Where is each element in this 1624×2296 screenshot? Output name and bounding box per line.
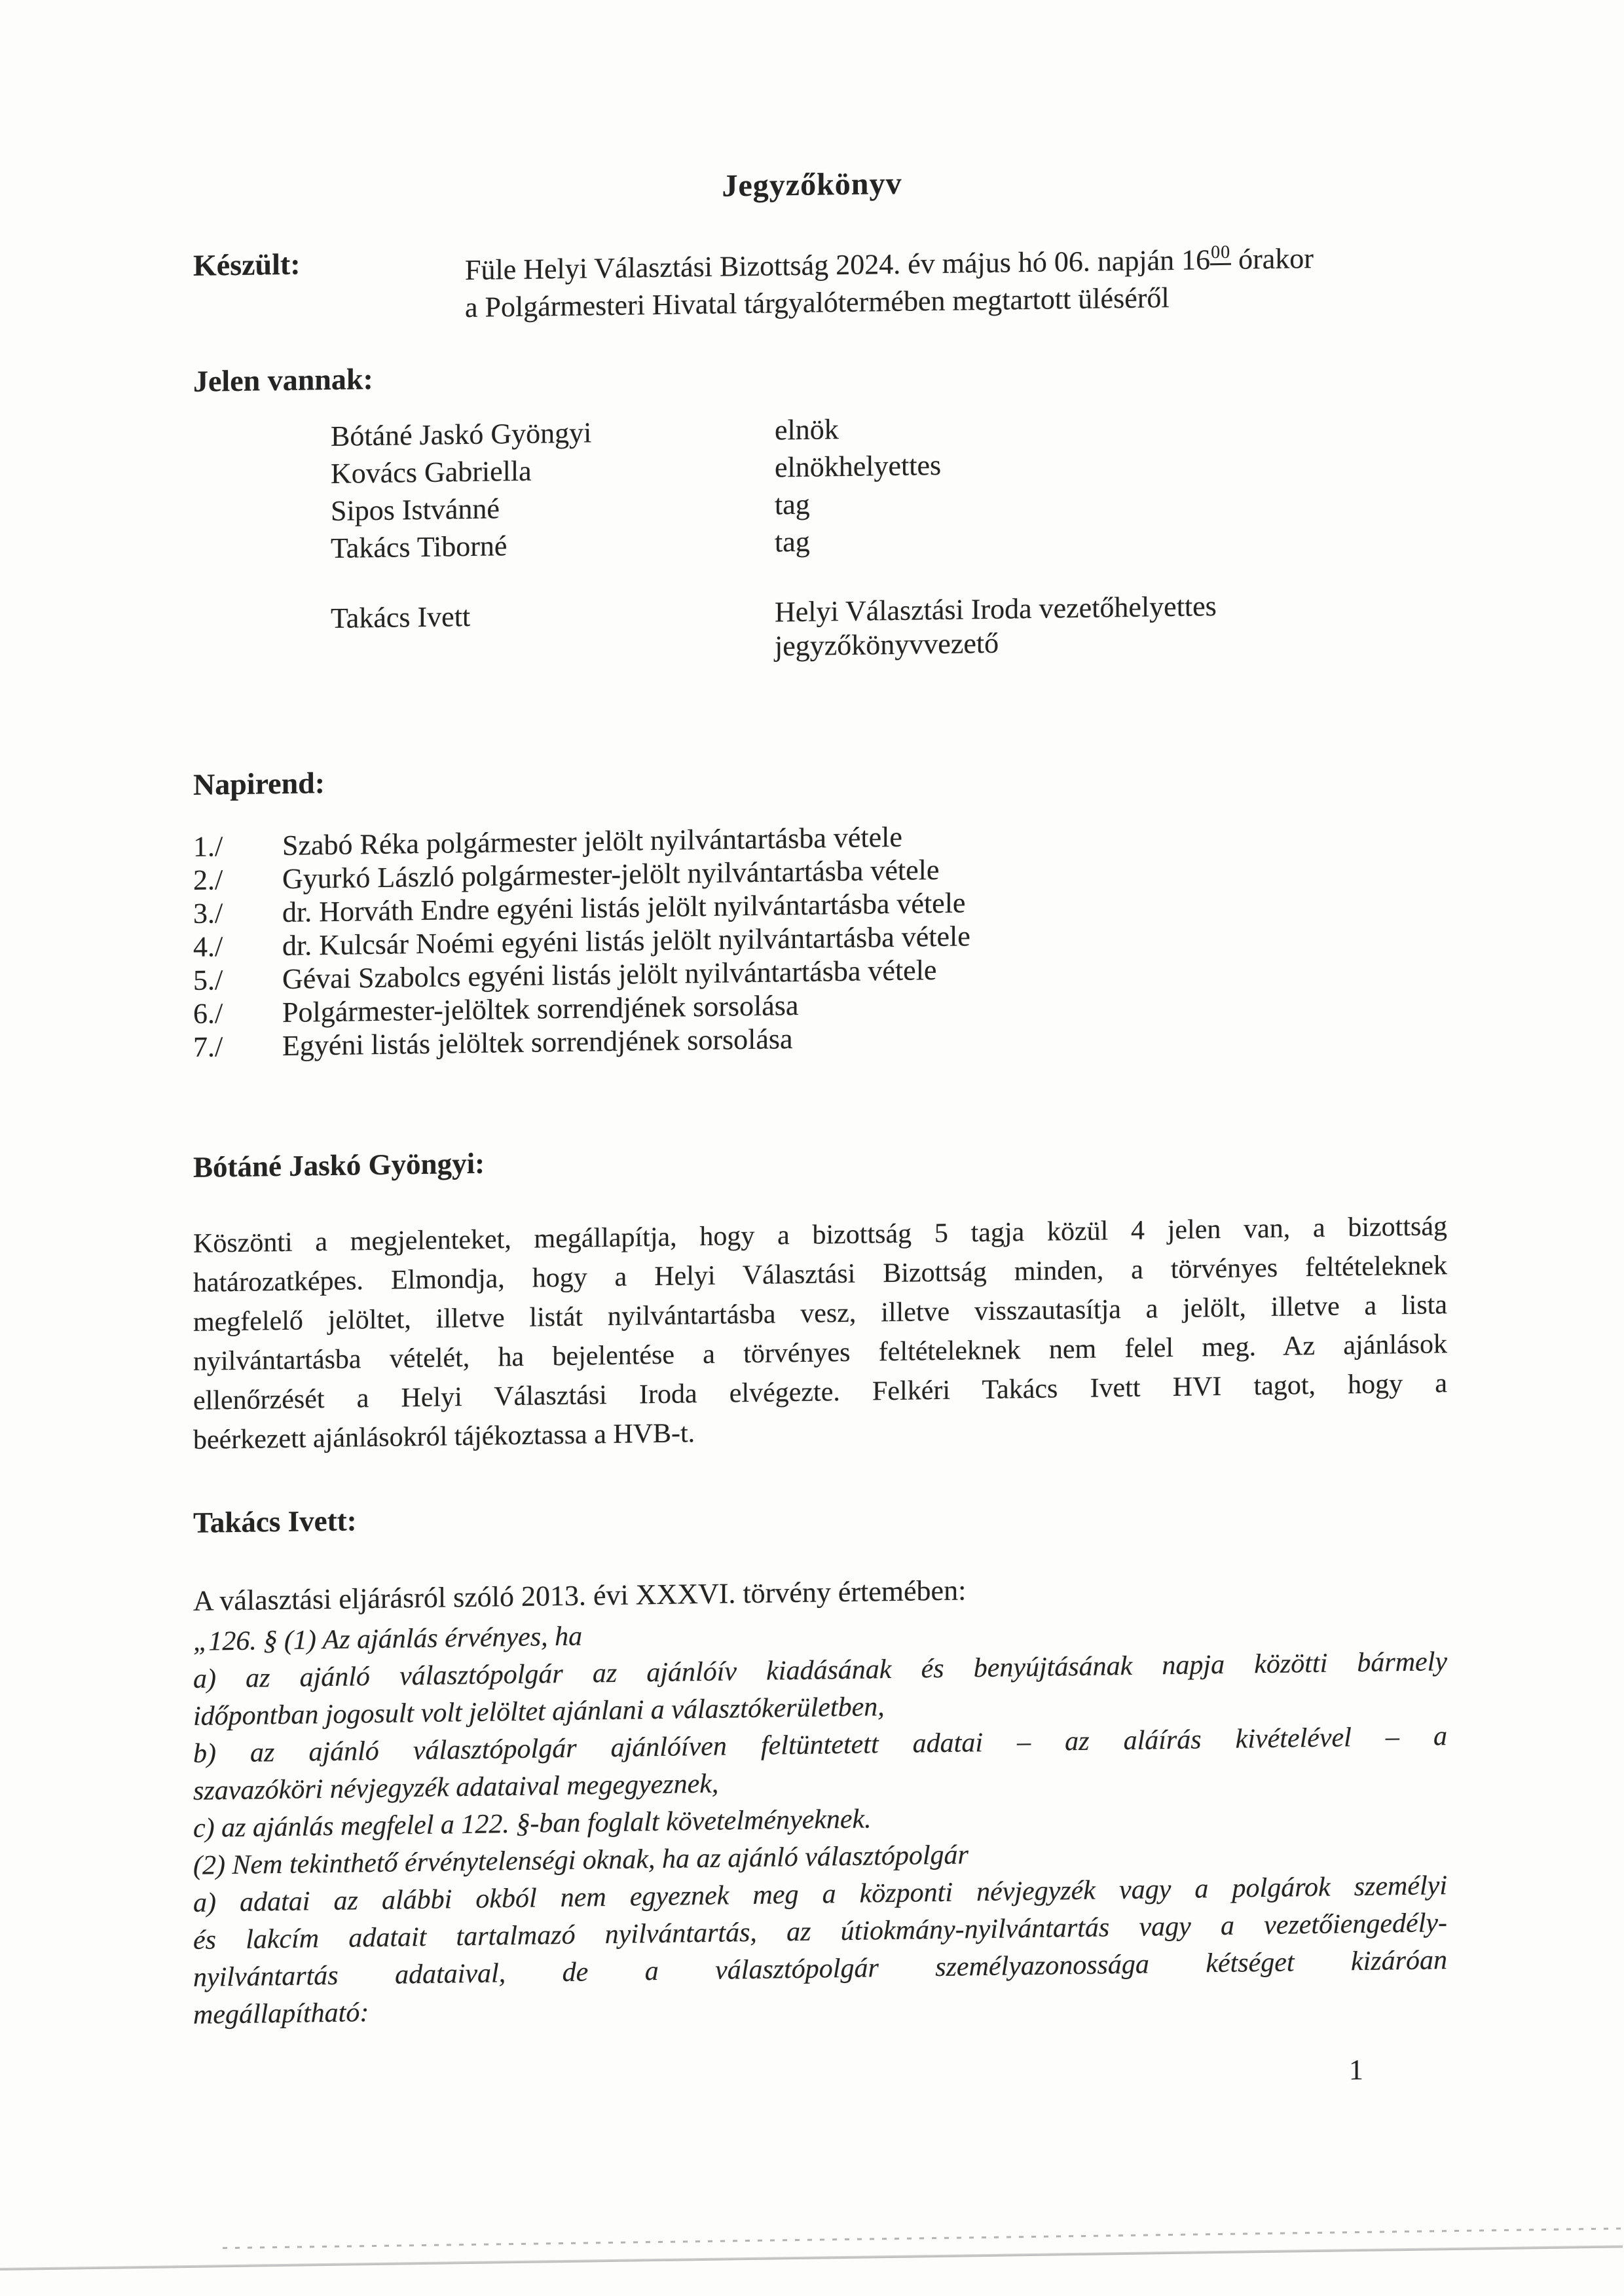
attendee-role: tag xyxy=(775,488,810,521)
quote-line: (2) Nem tekinthető érvénytelenségi oknak, ha az ajánló választópolgár xyxy=(193,1840,969,1881)
item-text: Gyurkó László polgármester-jelölt nyilvántartásba vétele xyxy=(282,853,940,895)
recorder-name: Takács Ivett xyxy=(331,600,471,634)
keszult-line1-text: Füle Helyi Választási Bizottság 2024. év május hó 06. napján 16 xyxy=(465,244,1211,287)
keszult-line1-tail: órakor xyxy=(1231,242,1314,276)
quote-line: b) az ajánló választópolgár ajánlóíven feltüntetett adatai – az aláírás kivételével – a xyxy=(193,1721,1447,1769)
napirend-list xyxy=(193,812,1450,1064)
item-number: 5./ xyxy=(193,964,223,996)
item-number: 6./ xyxy=(193,997,223,1030)
quote-line: „126. § (1) Az ajánlás érvényes, ha xyxy=(193,1621,583,1657)
napirend-label: Napirend: xyxy=(193,766,325,801)
attendee-name: Kovács Gabriella xyxy=(331,454,532,490)
quote-line: és lakcím adatait tartalmazó nyilvántartás, az útiokmány-nyilvántartás vagy a vezetőiengedély- xyxy=(193,1908,1447,1956)
item-text: dr. Horváth Endre egyéni listás jelölt nyilvántartásba vétele xyxy=(282,886,966,928)
keszult-line2: a Polgármesteri Hivatal tárgyalótermében megtartott üléséről xyxy=(465,282,1170,324)
time-superscript: 00 xyxy=(1210,242,1231,265)
attendee-role: tag xyxy=(775,525,810,558)
jelen-vannak-label: Jelen vannak: xyxy=(193,362,373,398)
speech-paragraph-botane xyxy=(193,1207,1447,1460)
item-text: Szabó Réka polgármester jelölt nyilvántartásba vétele xyxy=(282,820,902,862)
paragraph-line: megfelelő jelöltet, illetve listát nyilvántartásba vesz, illetve visszautasítja a jelölt, illetve a lista xyxy=(193,1290,1447,1338)
paragraph-line: nyilvántartásba vételét, ha bejelentése a törvényes feltételeknek nem felel meg. Az ajánlások xyxy=(193,1329,1447,1377)
recorder-role-line2: jegyzőkönyvvezető xyxy=(775,627,999,663)
quote-line: időpontban jogosult volt jelöltet ajánlani a választókerületben, xyxy=(193,1692,885,1732)
quote-line: szavazóköri névjegyzék adataival megegyeznek, xyxy=(193,1768,719,1806)
item-number: 3./ xyxy=(193,897,223,930)
law-intro-line: A választási eljárásról szóló 2013. évi XXXVI. törvény értemében: xyxy=(193,1574,967,1617)
paragraph-line: határozatképes. Elmondja, hogy a Helyi Választási Bizottság minden, a törvényes feltételeknek xyxy=(193,1250,1447,1298)
keszult-text xyxy=(465,230,1450,326)
item-number: 2./ xyxy=(193,864,223,896)
attendees-list xyxy=(193,404,1450,571)
item-number: 4./ xyxy=(193,930,223,963)
quote-line: a) adatai az alábbi okból nem egyeznek meg a központi névjegyzék vagy a polgárok személyi xyxy=(193,1870,1447,1918)
quote-line: megállapítható: xyxy=(193,1997,369,2030)
attendee-role: elnökhelyettes xyxy=(775,448,942,484)
quote-line: a) az ajánló választópolgár az ajánlóív kiadásának és benyújtásának napja közötti bármely xyxy=(193,1647,1447,1694)
item-text: Polgármester-jelöltek sorrendjének sorsolása xyxy=(282,989,799,1029)
attendee-name: Sipos Istvánné xyxy=(331,492,500,527)
keszult-label: Készült: xyxy=(193,247,301,282)
paragraph-line: ellenőrzését a Helyi Választási Iroda elvégezte. Felkéri Takács Ivett HVI tagot, hogy a xyxy=(193,1368,1447,1416)
scan-artifact-solid-line xyxy=(0,2245,1623,2270)
speaker-heading-takacs: Takács Ivett: xyxy=(193,1504,357,1539)
attendee-role: elnök xyxy=(775,413,839,446)
recorder-role-line1: Helyi Választási Iroda vezetőhelyettes xyxy=(775,590,1217,629)
item-number: 1./ xyxy=(193,830,223,863)
speaker-heading-botane: Bótáné Jaskó Gyöngyi: xyxy=(193,1146,485,1184)
document-title: Jegyzőkönyv xyxy=(722,166,902,204)
recorder-row xyxy=(193,586,1450,682)
legal-quote xyxy=(193,1606,1447,2034)
attendee-name: Takács Tiborné xyxy=(331,530,507,564)
scan-artifact-dotted-line xyxy=(223,2227,1623,2249)
item-text: Egyéni listás jelöltek sorrendjének sorsolása xyxy=(282,1023,793,1062)
keszult-section xyxy=(193,230,1450,330)
page-number: 1 xyxy=(1349,2053,1363,2086)
item-text: dr. Kulcsár Noémi egyéni listás jelölt nyilvántartásba vétele xyxy=(282,920,970,962)
paragraph-line: Köszönti a megjelenteket, megállapítja, hogy a bizottság 5 tagja közül 4 jelen van, a bizottság xyxy=(193,1211,1447,1259)
paragraph-line: beérkezett ajánlásokról tájékoztassa a HVB-t. xyxy=(193,1418,695,1455)
item-number: 7./ xyxy=(193,1030,223,1063)
attendee-name: Bótáné Jaskó Gyöngyi xyxy=(331,416,592,452)
item-text: Gévai Szabolcs egyéni listás jelölt nyilvántartásba vétele xyxy=(282,954,937,995)
quote-line: c) az ajánlás megfelel a 122. §-ban foglalt követelményeknek. xyxy=(193,1804,872,1844)
recorder-role xyxy=(775,589,1217,663)
quote-line: nyilvántartás adataival, de a választópolgár személyazonossága kétséget kizáróan xyxy=(193,1945,1447,1993)
